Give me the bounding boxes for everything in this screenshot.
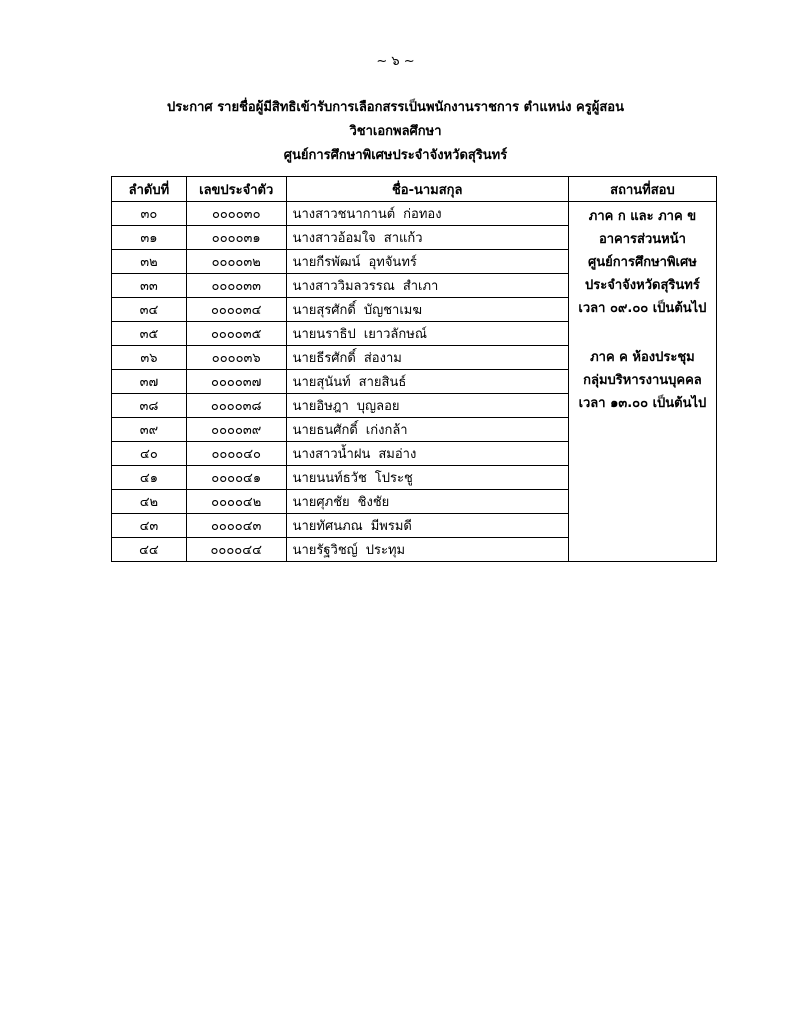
row-order-number: ๓๕ [112, 322, 187, 346]
candidate-last-name: มีพรมดี [370, 519, 412, 534]
candidate-first-name: นายนนท์ธวัช [292, 471, 367, 486]
candidate-first-name: นายธีรศักดิ์ [292, 351, 356, 366]
row-candidate-name [286, 370, 568, 394]
candidate-last-name: สมอ่าง [378, 447, 417, 462]
row-order-number: ๓๗ [112, 370, 187, 394]
table-row [112, 202, 717, 226]
row-candidate-name [286, 538, 568, 562]
row-order-number: ๓๐ [112, 202, 187, 226]
row-order-number: ๓๓ [112, 274, 187, 298]
candidate-first-name: นายอิษฎา [292, 399, 349, 414]
row-candidate-id: ๐๐๐๐๓๗ [186, 370, 286, 394]
header-school-line: ศูนย์การศึกษาพิเศษประจำจังหวัดสุรินทร์ [283, 148, 508, 163]
candidate-first-name: นายศุภชัย [292, 495, 350, 510]
row-candidate-id: ๐๐๐๐๔๐ [186, 442, 286, 466]
header-name: ชื่อ-นามสกุล [286, 177, 568, 202]
row-candidate-name [286, 250, 568, 274]
row-candidate-id: ๐๐๐๐๔๔ [186, 538, 286, 562]
venue-line: เวลา ๑๓.๐๐ เป็นต้นไป [578, 396, 707, 411]
candidate-last-name: โประชู [374, 471, 413, 486]
row-candidate-name [286, 442, 568, 466]
row-candidate-id: ๐๐๐๐๓๑ [186, 226, 286, 250]
row-candidate-name [286, 298, 568, 322]
venue-line: กลุ่มบริหารงานบุคคล [583, 373, 702, 388]
row-order-number: ๓๒ [112, 250, 187, 274]
header-subject-line: วิชาเอกพลศึกษา [349, 124, 442, 139]
candidate-last-name: บัญชาเมฆ [363, 303, 422, 318]
row-candidate-name [286, 466, 568, 490]
table-header-row [112, 177, 717, 202]
row-candidate-name [286, 346, 568, 370]
venue-line: อาคารส่วนหน้า [598, 232, 686, 247]
row-candidate-id: ๐๐๐๐๓๘ [186, 394, 286, 418]
candidate-last-name: สายสินธ์ [358, 375, 407, 390]
row-order-number: ๔๔ [112, 538, 187, 562]
header-venue: สถานที่สอบ [568, 177, 716, 202]
row-candidate-id: ๐๐๐๐๓๕ [186, 322, 286, 346]
venue-line: ภาค ก และ ภาค ข [588, 209, 697, 224]
candidate-first-name: นายสุนันท์ [292, 375, 351, 390]
candidate-last-name: สำเภา [402, 279, 439, 294]
candidate-last-name: อุทจันทร์ [368, 255, 417, 270]
candidate-first-name: นายธนศักดิ์ [292, 423, 358, 438]
row-order-number: ๓๙ [112, 418, 187, 442]
row-candidate-id: ๐๐๐๐๓๔ [186, 298, 286, 322]
candidate-first-name: นางสาววิมลวรรณ [292, 279, 395, 294]
row-candidate-name [286, 490, 568, 514]
announcement-header [0, 96, 791, 168]
row-candidate-id: ๐๐๐๐๓๐ [186, 202, 286, 226]
row-candidate-id: ๐๐๐๐๓๙ [186, 418, 286, 442]
candidate-first-name: นายทัศนภณ [292, 519, 363, 534]
row-candidate-id: ๐๐๐๐๓๖ [186, 346, 286, 370]
header-id: เลขประจำตัว [186, 177, 286, 202]
row-candidate-id: ๐๐๐๐๓๒ [186, 250, 286, 274]
candidate-first-name: นายสุรศักดิ์ [292, 303, 356, 318]
candidate-last-name: ชิงชัย [357, 495, 390, 510]
row-candidate-id: ๐๐๐๐๔๓ [186, 514, 286, 538]
row-order-number: ๓๔ [112, 298, 187, 322]
candidate-first-name: นายรัฐวิชญ์ [292, 543, 358, 558]
candidate-last-name: บุญลอย [356, 399, 400, 414]
venue-line: ศูนย์การศึกษาพิเศษ [588, 255, 697, 270]
candidate-last-name: ประทุม [365, 543, 406, 558]
candidate-first-name: นายนราธิป [292, 327, 356, 342]
candidate-last-name: ก่อทอง [403, 207, 442, 222]
venue-line: เวลา ๐๙.๐๐ เป็นต้นไป [578, 301, 707, 316]
candidate-first-name: นางสาวอ้อมใจ [292, 231, 376, 246]
row-order-number: ๔๑ [112, 466, 187, 490]
header-order: ลำดับที่ [112, 177, 187, 202]
row-candidate-name [286, 514, 568, 538]
header-title-line: ประกาศ รายชื่อผู้มีสิทธิเข้ารับการเลือกสรรเป็นพนักงานราชการ ตำแหน่ง ครูผู้สอน [167, 100, 624, 115]
row-order-number: ๓๖ [112, 346, 187, 370]
venue-spacer [569, 320, 716, 346]
row-candidate-name [286, 394, 568, 418]
row-candidate-name [286, 202, 568, 226]
candidate-last-name: เก่งกล้า [365, 423, 408, 438]
row-order-number: ๓๑ [112, 226, 187, 250]
candidate-last-name: ส่องาม [363, 351, 402, 366]
page-number: ~ ๖ ~ [376, 54, 415, 69]
row-candidate-id: ๐๐๐๐๔๑ [186, 466, 286, 490]
candidate-first-name: นางสาวน้ำฝน [292, 447, 371, 462]
row-order-number: ๓๘ [112, 394, 187, 418]
venue-line: ภาค ค ห้องประชุม [590, 350, 695, 365]
row-candidate-name [286, 226, 568, 250]
venue-line: ประจำจังหวัดสุรินทร์ [585, 278, 700, 293]
row-candidate-name [286, 418, 568, 442]
row-order-number: ๔๐ [112, 442, 187, 466]
candidate-last-name: สาแก้ว [383, 231, 423, 246]
exam-venue-cell [568, 202, 716, 562]
row-candidate-name [286, 322, 568, 346]
candidate-first-name: นายกีรพัฒน์ [292, 255, 361, 270]
row-order-number: ๔๒ [112, 490, 187, 514]
candidate-first-name: นางสาวชนากานต์ [292, 207, 396, 222]
row-order-number: ๔๓ [112, 514, 187, 538]
row-candidate-id: ๐๐๐๐๔๒ [186, 490, 286, 514]
row-candidate-id: ๐๐๐๐๓๓ [186, 274, 286, 298]
row-candidate-name [286, 274, 568, 298]
candidate-last-name: เยาวลักษณ์ [363, 327, 427, 342]
candidate-table [111, 176, 717, 562]
